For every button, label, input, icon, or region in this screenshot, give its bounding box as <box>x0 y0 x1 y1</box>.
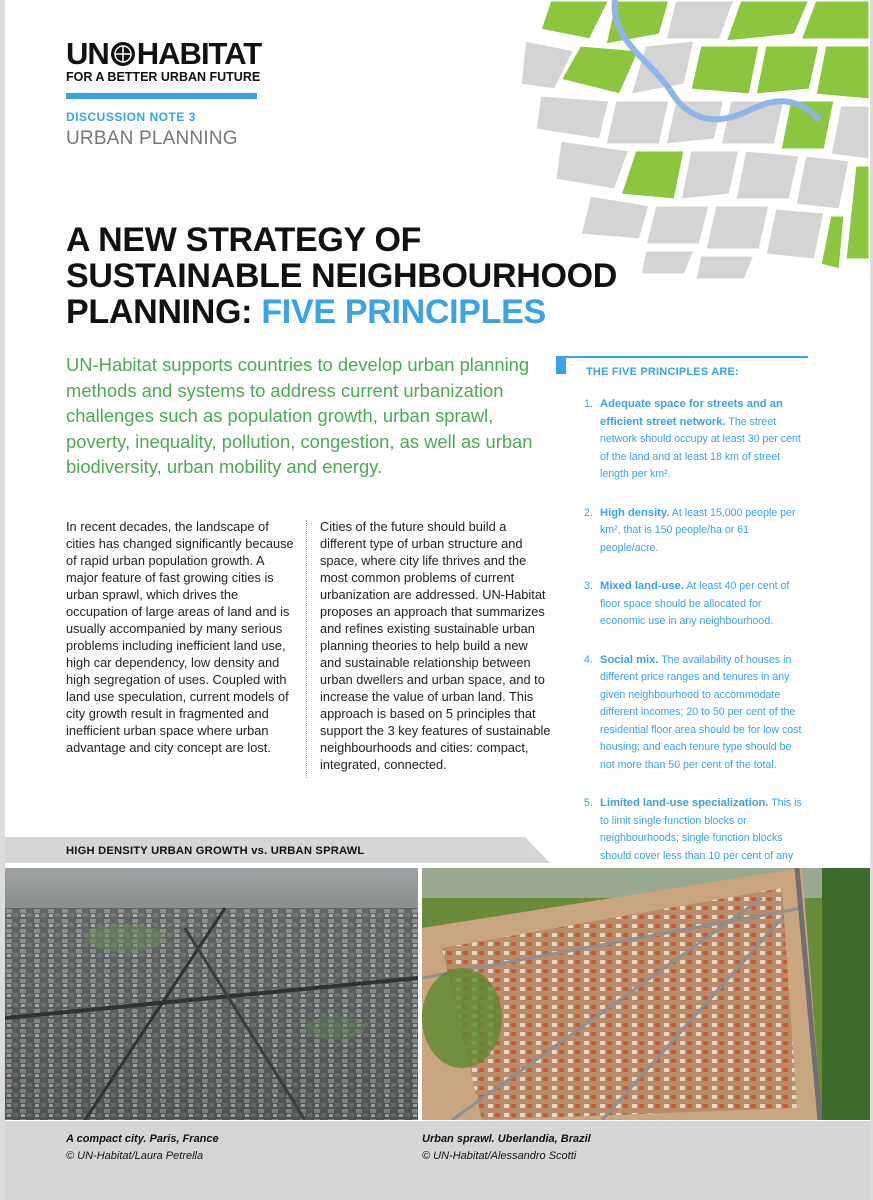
list-item: 5. Limited land-use specialization. This is to limit single function blocks or neighbourhoods; single function blocks should cover less than 10 per cent of any <box>584 797 802 862</box>
series-label: DISCUSSION NOTE 3 <box>66 110 196 124</box>
logo-underline <box>66 93 257 99</box>
topic-label: URBAN PLANNING <box>66 128 238 149</box>
list-item: 2. High density. At least 15,000 people per km², that is 150 people/ha or 61 people/acre. <box>584 506 796 554</box>
logo-habitat-text: HABITAT <box>136 36 262 71</box>
uberlandia-urban-sprawl-photo <box>422 868 870 1120</box>
left-photo-credit: © UN-Habitat/Laura Petrella <box>66 1150 204 1162</box>
body-column-1: In recent decades, the landscape of cities has changed significantly because of rapid urban population growth. A major feature of fast growing cities is urban sprawl, which drives the occupation of large areas of land and is usually accompanied by many serious problems including inefficient land use, high car dependency, low density and high segregation of uses. Coupled with land use speculation, current models of city growth result in fragmented and inefficient urban space where urban advantage and city concept are lost. <box>66 519 294 755</box>
title-line-2: SUSTAINABLE NEIGHBOURHOOD <box>66 257 617 295</box>
principles-sidebar <box>556 356 808 904</box>
right-photo-credit: © UN-Habitat/Alessandro Scotti <box>422 1150 577 1162</box>
right-photo-caption: Urban sprawl. Uberlandia, Brazil © UN-Habitat/Alessandro Scotti <box>422 1131 591 1165</box>
body-column-2: Cities of the future should build a different type of urban structure and space, where city life thrives and the most common problems of current urbanization are addressed. UN-Habitat proposes an approach that summarizes and refines existing sustainable urban planning theories to help build a new and sustainable relationship between urban dwellers and urban space, and to increase the value of urban land. This approach is based on 5 principles that support the 3 key features of sustainable neighbourhoods and cities: compact, integrated, connected. <box>320 519 551 772</box>
principles-list <box>556 396 808 883</box>
photo-section-label: HIGH DENSITY URBAN GROWTH vs. URBAN SPRAWL <box>66 845 365 857</box>
page-title <box>66 222 626 330</box>
title-line-3: PLANNING: <box>66 293 262 331</box>
paris-compact-city-photo <box>5 868 418 1120</box>
logo-tagline: FOR A BETTER URBAN FUTURE <box>66 70 261 84</box>
list-item: 1. Adequate space for streets and an efficient street network. The street network should occupy at least 30 per cent of the land and at least 18 km of street length per km². <box>584 398 801 480</box>
column-divider <box>306 520 307 778</box>
globe-icon <box>110 41 136 67</box>
list-item: 4. Social mix. The availability of houses in different price ranges and tenures in any given neighbourhood to accommodate different incomes; 20 to 50 per cent of the residential floor area should be for low cost housing; and each tenure type should be not more than 50 per cent of the total. <box>584 653 802 771</box>
sidebar-heading: THE FIVE PRINCIPLES ARE: <box>586 366 739 378</box>
title-line-1: A NEW STRATEGY OF <box>66 221 422 259</box>
title-accent: FIVE PRINCIPLES <box>261 293 546 331</box>
logo-un-text: UN <box>66 36 109 71</box>
un-habitat-logo <box>66 36 262 84</box>
left-photo-caption: A compact city. Paris, France © UN-Habitat/Laura Petrella <box>66 1131 219 1165</box>
intro-paragraph: UN-Habitat supports countries to develop urban planning methods and systems to address current urbanization challenges such as population growth, urban sprawl, poverty, inequality, pollution, congestion, as well as urban biodiversity, urban mobility and energy. <box>66 354 533 477</box>
list-item: 3. Mixed land-use. At least 40 per cent of floor space should be allocated for economic use in any neighbourhood. <box>584 580 790 627</box>
sidebar-tab <box>556 356 566 374</box>
document-page <box>5 0 870 1200</box>
sidebar-rule <box>556 356 808 358</box>
